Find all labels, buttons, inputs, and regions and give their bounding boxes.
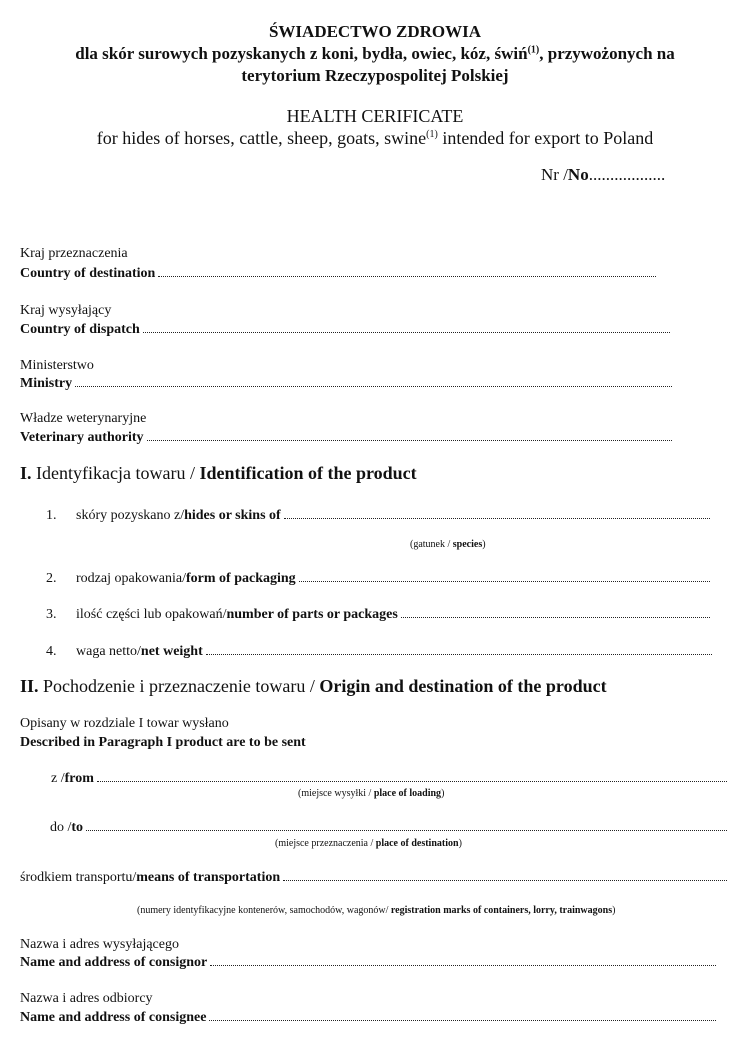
pl-subtitle-line3: terytorium Rzeczypospolitej Polskiej xyxy=(241,66,509,85)
to-field[interactable]: do / to xyxy=(50,820,727,836)
dispatch-field[interactable]: Country of dispatch xyxy=(20,322,670,338)
described-en: Described in Paragraph I product are to be sent xyxy=(20,735,306,750)
pl-title: ŚWIADECTWO ZDROWIA xyxy=(268,22,482,41)
pl-subtitle-line2: dla skór surowych pozyskanych z koni, bydła, owiec, kóz, świń$^{(1)}$, przywożonych na xyxy=(75,44,675,63)
consignee-field[interactable]: Name and address of consignee xyxy=(20,1010,716,1026)
dispatch-label-pl: Kraj wysyłający xyxy=(20,303,112,318)
ministry-field[interactable]: Ministry xyxy=(20,376,672,392)
consignor-label-pl: Nazwa i adres wysyłającego xyxy=(20,937,179,952)
vet-field[interactable]: Veterinary authority xyxy=(20,430,672,446)
section2-heading: II. Pochodzenie i przeznaczenie towaru / Origin and destination of the product xyxy=(20,676,607,696)
destination-label-pl: Kraj przeznaczenia xyxy=(20,246,128,261)
transport-hint: (numery identyfikacyjne kontenerów, samochodów, wagonów/ registration marks of containers, lorry, trainwagons) xyxy=(137,905,616,916)
described-pl: Opisany w rozdziale I towar wysłano xyxy=(20,716,229,731)
vet-label-pl: Władze weterynaryjne xyxy=(20,411,147,426)
species-hint: (gatunek / species) xyxy=(410,539,486,550)
packaging-field[interactable]: 2. rodzaj opakowania/ form of packaging xyxy=(46,571,710,587)
consignor-field[interactable]: Name and address of consignor xyxy=(20,955,716,971)
transport-field[interactable]: środkiem transportu/ means of transportation xyxy=(20,870,727,886)
en-subtitle: for hides of horses, cattle, sheep, goats, swine$^{(1)}$ intended for export to Poland xyxy=(96,128,654,148)
section1-heading: I. Identyfikacja towaru / Identification of the product xyxy=(20,463,417,483)
to-hint: (miejsce przeznaczenia / place of destination) xyxy=(275,838,462,849)
ministry-label-pl: Ministerstwo xyxy=(20,358,94,373)
from-hint: (miejsce wysyłki / place of loading) xyxy=(298,788,445,799)
destination-field[interactable]: Country of destination xyxy=(20,266,656,282)
consignee-label-pl: Nazwa i adres odbiorcy xyxy=(20,991,153,1006)
from-field[interactable]: z / from xyxy=(51,771,727,787)
hides-field[interactable]: 1. skóry pozyskano z/ hides or skins of xyxy=(46,508,710,524)
en-title: HEALTH CERIFICATE xyxy=(286,106,464,126)
net-weight-field[interactable]: 4. waga netto/ net weight xyxy=(46,644,712,660)
packages-count-field[interactable]: 3. ilość części lub opakowań/ number of parts or packages xyxy=(46,607,710,623)
certificate-number: Nr /No.................. xyxy=(541,165,666,184)
